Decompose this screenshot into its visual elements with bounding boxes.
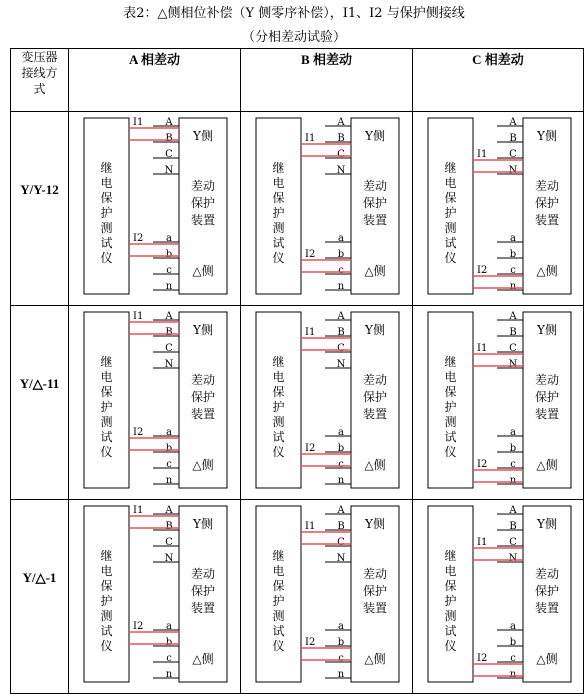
tester-label-char: 电 [100, 564, 113, 578]
delta-terminal-label: n [509, 281, 517, 292]
diagram-cell [69, 306, 241, 500]
tester-label-char: 护 [100, 206, 113, 220]
device-label-line: 差动 [534, 179, 560, 193]
delta-terminal-label: b [165, 637, 173, 648]
tester-label-char: 测 [100, 221, 113, 235]
y-side-label: Y侧 [537, 517, 557, 531]
wiring-diagram [69, 112, 240, 301]
device-label-line: 装置 [534, 601, 560, 615]
tester-label-char: 保 [100, 579, 113, 593]
tester-label-char: 仪 [444, 251, 457, 265]
tester-label-char: 电 [444, 564, 457, 578]
i1-label: I1 [477, 343, 488, 354]
tester-label-char: 护 [100, 400, 113, 414]
y-side-label: Y侧 [193, 517, 213, 531]
delta-terminal-label: n [337, 475, 345, 486]
tester-label-char: 试 [272, 624, 285, 638]
wiring-diagram [69, 306, 240, 495]
y-terminal-label: B [337, 327, 345, 338]
wiring-diagram [241, 500, 412, 689]
tester-label-char: 测 [100, 415, 113, 429]
tester-label-char: 继 [272, 161, 285, 175]
delta-side-label: △侧 [192, 264, 214, 278]
diagram-cell [69, 500, 241, 694]
delta-side-label: △侧 [364, 264, 386, 278]
delta-terminal-label: n [337, 669, 345, 680]
y-terminal-label: N [336, 359, 346, 370]
y-side-label: Y侧 [365, 517, 385, 531]
delta-terminal-label: n [509, 669, 517, 680]
tester-label-char: 试 [272, 236, 285, 250]
delta-side-label: △侧 [536, 264, 558, 278]
tester-label-char: 测 [444, 415, 457, 429]
tester-label-char: 电 [100, 370, 113, 384]
i2-label: I2 [305, 249, 316, 260]
y-terminal-label: N [508, 359, 518, 370]
delta-terminal-label: b [509, 637, 517, 648]
delta-terminal-label: b [165, 443, 173, 454]
delta-side-label: △侧 [364, 652, 386, 666]
device-label-line: 保护 [534, 390, 560, 404]
wiring-diagram [413, 112, 583, 301]
delta-terminal-label: c [338, 265, 344, 276]
tester-label-char: 仪 [100, 639, 113, 653]
device-label-line: 保护 [534, 584, 560, 598]
diagram-cell [413, 306, 584, 500]
tester-label-char: 电 [100, 176, 113, 190]
y-side-label: Y侧 [365, 129, 385, 143]
delta-side-label: △侧 [364, 458, 386, 472]
wiring-table [10, 48, 584, 694]
y-terminal-label: N [164, 359, 174, 370]
device-label-line: 差动 [362, 567, 388, 581]
tester-label-char: 保 [444, 579, 457, 593]
device-label-line: 装置 [362, 407, 388, 421]
delta-side-label: △侧 [192, 458, 214, 472]
y-terminal-label: A [165, 117, 173, 128]
device-label-line: 保护 [362, 196, 388, 210]
y-terminal-label: C [165, 537, 173, 548]
tester-label-char: 测 [272, 609, 285, 623]
tester-label-char: 保 [444, 191, 457, 205]
row-label-cell [11, 112, 69, 306]
column-header-a: A 相差动 [69, 49, 241, 112]
tester-label-char: 试 [444, 430, 457, 444]
y-terminal-label: B [509, 521, 517, 532]
delta-terminal-label: c [510, 653, 516, 664]
diagram-cell [241, 306, 413, 500]
i2-label: I2 [133, 427, 144, 438]
device-label-line: 差动 [190, 373, 216, 387]
y-terminal-label: C [509, 343, 517, 354]
corner-line: 变压器 [21, 50, 58, 64]
device-label-line: 装置 [190, 601, 216, 615]
y-terminal-label: B [509, 327, 517, 338]
delta-terminal-label: b [337, 443, 345, 454]
tester-label-char: 试 [100, 236, 113, 250]
i1-label: I1 [477, 537, 488, 548]
wiring-diagram [413, 306, 583, 495]
tester-label-char: 护 [272, 594, 285, 608]
tester-label-char: 继 [100, 549, 113, 563]
delta-terminal-label: c [510, 459, 516, 470]
y-terminal-label: C [509, 149, 517, 160]
y-side-label: Y侧 [537, 129, 557, 143]
delta-terminal-label: n [165, 281, 173, 292]
table-row [11, 112, 584, 306]
column-header-b: B 相差动 [241, 49, 413, 112]
i2-label: I2 [477, 265, 488, 276]
header-row [11, 49, 584, 112]
diagram-cell [413, 112, 584, 306]
y-terminal-label: A [337, 117, 345, 128]
tester-label-char: 仪 [272, 251, 285, 265]
device-label-line: 保护 [534, 196, 560, 210]
delta-side-label: △侧 [536, 458, 558, 472]
tester-label-char: 测 [444, 609, 457, 623]
device-label-line: 装置 [534, 213, 560, 227]
y-terminal-label: N [508, 165, 518, 176]
device-label-line: 装置 [190, 213, 216, 227]
tester-label-char: 仪 [100, 251, 113, 265]
tester-label-char: 继 [272, 355, 285, 369]
y-terminal-label: C [337, 149, 345, 160]
y-terminal-label: C [337, 537, 345, 548]
y-terminal-label: A [165, 311, 173, 322]
tester-label-char: 试 [100, 624, 113, 638]
delta-terminal-label: n [509, 475, 517, 486]
i1-label: I1 [305, 327, 316, 338]
device-label-line: 保护 [190, 584, 216, 598]
tester-label-char: 试 [444, 624, 457, 638]
device-label-line: 装置 [362, 601, 388, 615]
table-title: 表2：△侧相位补偿（Y 侧零序补偿），I1、I2 与保护侧接线 [123, 6, 465, 21]
tester-label-char: 保 [100, 385, 113, 399]
i2-label: I2 [305, 637, 316, 648]
device-label-line: 保护 [362, 584, 388, 598]
delta-terminal-label: a [166, 233, 172, 244]
y-terminal-label: C [165, 343, 173, 354]
y-side-label: Y侧 [193, 129, 213, 143]
delta-terminal-label: a [510, 233, 516, 244]
device-label-line: 差动 [362, 179, 388, 193]
i1-label: I1 [305, 133, 316, 144]
y-terminal-label: N [508, 553, 518, 564]
wiring-diagram [241, 112, 412, 301]
y-terminal-label: A [509, 311, 517, 322]
row-label: Y/△-1 [22, 570, 57, 585]
y-terminal-label: A [509, 505, 517, 516]
y-terminal-label: C [165, 149, 173, 160]
delta-terminal-label: a [338, 427, 344, 438]
tester-label-char: 护 [272, 400, 285, 414]
tester-label-char: 继 [444, 355, 457, 369]
tester-label-char: 电 [272, 564, 285, 578]
diagram-cell [241, 500, 413, 694]
column-header-c: C 相差动 [413, 49, 584, 112]
tester-label-char: 试 [272, 430, 285, 444]
y-side-label: Y侧 [193, 323, 213, 337]
delta-side-label: △侧 [536, 652, 558, 666]
y-terminal-label: C [509, 537, 517, 548]
tester-label-char: 保 [100, 191, 113, 205]
tester-label-char: 护 [444, 206, 457, 220]
i2-label: I2 [477, 459, 488, 470]
delta-terminal-label: c [166, 459, 172, 470]
y-terminal-label: A [337, 505, 345, 516]
row-label-cell [11, 306, 69, 500]
tester-label-char: 护 [444, 594, 457, 608]
delta-terminal-label: n [165, 475, 173, 486]
delta-terminal-label: c [338, 653, 344, 664]
y-terminal-label: A [509, 117, 517, 128]
row-label-cell [11, 500, 69, 694]
device-label-line: 装置 [190, 407, 216, 421]
tester-label-char: 仪 [272, 445, 285, 459]
diagram-cell [241, 112, 413, 306]
tester-label-char: 试 [444, 236, 457, 250]
device-label-line: 差动 [190, 567, 216, 581]
y-terminal-label: A [165, 505, 173, 516]
tester-label-char: 测 [100, 609, 113, 623]
y-terminal-label: B [509, 133, 517, 144]
y-terminal-label: B [337, 133, 345, 144]
tester-label-char: 护 [100, 594, 113, 608]
i2-label: I2 [133, 621, 144, 632]
diagram-cell [413, 500, 584, 694]
tester-label-char: 仪 [444, 639, 457, 653]
delta-terminal-label: a [510, 621, 516, 632]
device-label-line: 差动 [534, 373, 560, 387]
y-terminal-label: B [165, 133, 173, 144]
delta-terminal-label: a [166, 427, 172, 438]
wiring-diagram [241, 306, 412, 495]
delta-terminal-label: n [165, 669, 173, 680]
delta-terminal-label: c [510, 265, 516, 276]
device-label-line: 差动 [534, 567, 560, 581]
y-terminal-label: N [336, 553, 346, 564]
i2-label: I2 [305, 443, 316, 454]
delta-terminal-label: c [166, 265, 172, 276]
y-side-label: Y侧 [365, 323, 385, 337]
delta-terminal-label: b [509, 443, 517, 454]
delta-terminal-label: n [337, 281, 345, 292]
corner-line: 接线方 [21, 66, 58, 80]
delta-terminal-label: b [337, 637, 345, 648]
tester-label-char: 仪 [100, 445, 113, 459]
tester-label-char: 继 [100, 161, 113, 175]
tester-label-char: 电 [444, 370, 457, 384]
tester-label-char: 护 [444, 400, 457, 414]
tester-label-char: 仪 [272, 639, 285, 653]
tester-label-char: 测 [272, 221, 285, 235]
i1-label: I1 [133, 311, 144, 322]
tester-label-char: 电 [444, 176, 457, 190]
y-terminal-label: N [164, 165, 174, 176]
tester-label-char: 保 [272, 191, 285, 205]
corner-line: 式 [33, 82, 46, 96]
i1-label: I1 [477, 149, 488, 160]
i1-label: I1 [133, 117, 144, 128]
i1-label: I1 [305, 521, 316, 532]
y-terminal-label: N [336, 165, 346, 176]
table-subtitle: （分相差动试验） [241, 30, 346, 45]
tester-label-char: 仪 [444, 445, 457, 459]
tester-label-char: 继 [444, 161, 457, 175]
device-label-line: 保护 [362, 390, 388, 404]
y-terminal-label: N [164, 553, 174, 564]
delta-terminal-label: a [510, 427, 516, 438]
tester-label-char: 电 [272, 370, 285, 384]
wiring-diagram [413, 500, 583, 689]
row-label: Y/Y-12 [20, 182, 59, 197]
device-label-line: 装置 [362, 213, 388, 227]
tester-label-char: 继 [272, 549, 285, 563]
tester-label-char: 电 [272, 176, 285, 190]
delta-terminal-label: a [338, 233, 344, 244]
delta-side-label: △侧 [192, 652, 214, 666]
tester-label-char: 继 [100, 355, 113, 369]
tester-label-char: 测 [444, 221, 457, 235]
y-terminal-label: C [337, 343, 345, 354]
table-row [11, 306, 584, 500]
tester-label-char: 试 [100, 430, 113, 444]
delta-terminal-label: b [337, 249, 345, 260]
tester-label-char: 继 [444, 549, 457, 563]
delta-terminal-label: c [166, 653, 172, 664]
table-row [11, 500, 584, 694]
corner-header [11, 49, 69, 112]
delta-terminal-label: a [338, 621, 344, 632]
y-side-label: Y侧 [537, 323, 557, 337]
delta-terminal-label: b [509, 249, 517, 260]
device-label-line: 差动 [362, 373, 388, 387]
diagram-cell [69, 112, 241, 306]
device-label-line: 保护 [190, 390, 216, 404]
i2-label: I2 [133, 233, 144, 244]
y-terminal-label: B [165, 521, 173, 532]
delta-terminal-label: a [166, 621, 172, 632]
tester-label-char: 测 [272, 415, 285, 429]
tester-label-char: 保 [272, 385, 285, 399]
device-label-line: 保护 [190, 196, 216, 210]
wiring-diagram [69, 500, 240, 689]
device-label-line: 差动 [190, 179, 216, 193]
y-terminal-label: B [165, 327, 173, 338]
y-terminal-label: A [337, 311, 345, 322]
tester-label-char: 保 [272, 579, 285, 593]
i1-label: I1 [133, 505, 144, 516]
delta-terminal-label: b [165, 249, 173, 260]
tester-label-char: 保 [444, 385, 457, 399]
tester-label-char: 护 [272, 206, 285, 220]
row-label: Y/△-11 [19, 376, 60, 391]
y-terminal-label: B [337, 521, 345, 532]
delta-terminal-label: c [338, 459, 344, 470]
device-label-line: 装置 [534, 407, 560, 421]
i2-label: I2 [477, 653, 488, 664]
